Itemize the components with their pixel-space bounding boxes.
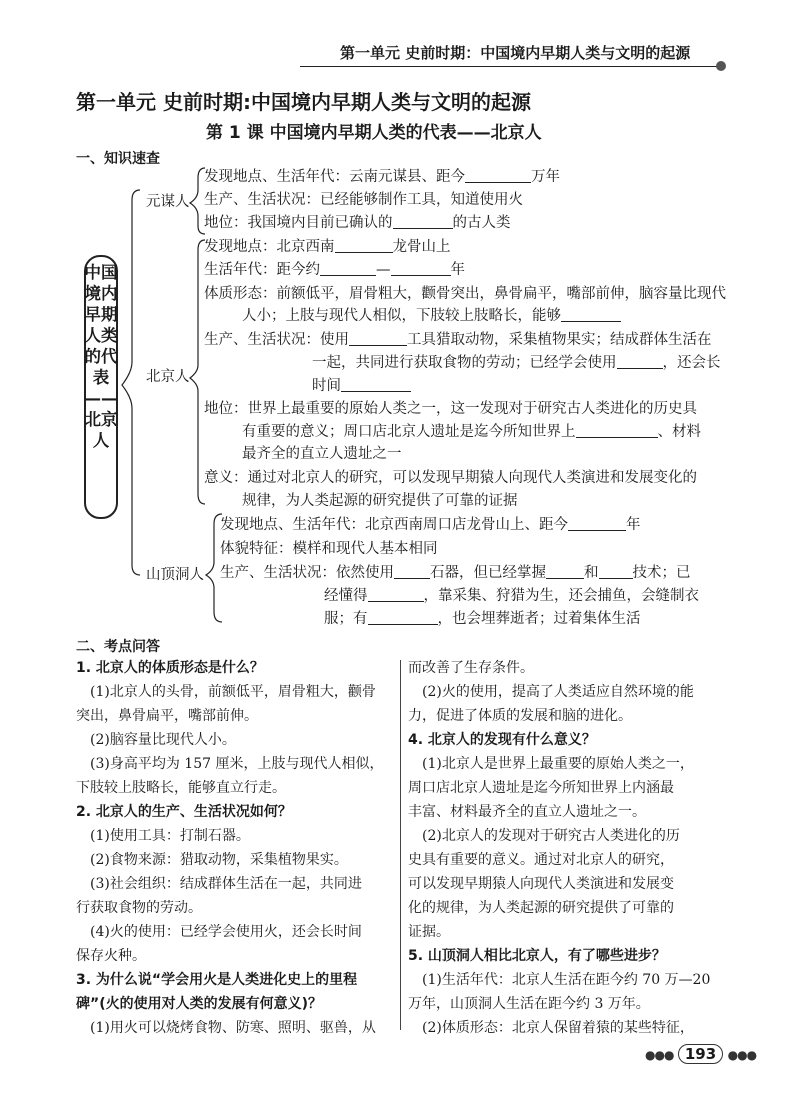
beijing-label: 北京人 (146, 369, 190, 385)
unit-title: 第一单元 史前时期:中国境内早期人类与文明的起源 (76, 90, 531, 114)
blank (368, 609, 438, 625)
blank (568, 515, 626, 531)
page-number-value: 193 (678, 1044, 723, 1064)
shanding-line-4: 经懂得 ，靠采集、狩猎为生，还会捕鱼，会缝制衣 (324, 588, 699, 604)
answer-paragraph: (1)北京人的头骨，前额低平，眉骨粗大，颧骨 (90, 684, 376, 700)
section-heading-qa: 二、考点问答 (76, 639, 160, 655)
answer-continuation: 力，促进了体质的发展和脑的进化。 (408, 708, 632, 724)
blank (368, 586, 424, 602)
question-heading: 1. 北京人的体质形态是什么？ (76, 660, 264, 676)
beijing-line-12: 规律，为人类起源的研究提供了可靠的证据 (242, 493, 518, 509)
answer-continuation: 下肢较上肢略长，能够直立行走。 (76, 780, 286, 796)
answer-continuation: 而改善了生存条件。 (408, 660, 534, 676)
blank (599, 563, 633, 579)
answer-paragraph: (3)身高平均为 157 厘米，上肢与现代人相似， (90, 756, 384, 772)
answer-paragraph: (1)使用工具：打制石器。 (90, 828, 250, 844)
beijing-line-6: 一起，共同进行获取食物的劳动；已经学会使用 ，还会长 (312, 355, 721, 371)
question-heading: 碑”(火的使用对人类的发展有何意义)？ (76, 996, 322, 1012)
page-number (645, 1044, 756, 1064)
beijing-line-8: 地位：世界上最重要的原始人类之一，这一发现对于研究古人类进化的历史具 (204, 401, 697, 417)
blank (393, 213, 453, 229)
yuanmou-bracket (190, 168, 205, 234)
blank (335, 237, 393, 253)
beijing-line-11: 意义：通过对北京人的研究，可以发现早期猿人向现代人类演进和发展变化的 (204, 470, 697, 486)
blank (465, 167, 531, 183)
yuanmou-label: 元谋人 (146, 194, 190, 210)
beijing-line-1: 发现地点：北京西南 龙骨山上 (204, 239, 451, 255)
answer-continuation: 可以发现早期猿人向现代人类演进和发展变 (408, 876, 674, 892)
answer-continuation: 保存火种。 (76, 948, 146, 964)
beijing-line-7: 时间 (312, 375, 411, 397)
answer-paragraph: (2)体质形态：北京人保留着猿的某些特征， (422, 1020, 694, 1036)
blank (394, 563, 430, 579)
answer-continuation: 史具有重要的意义。通过对北京人的研究， (408, 852, 674, 868)
answer-paragraph: (1)用火可以烧烤食物、防寒、照明、驱兽，从 (90, 1020, 376, 1036)
answer-paragraph: (4)火的使用：已经学会使用火，还会长时间 (90, 924, 362, 940)
beijing-line-9: 有重要的意义；周口店北京人遗址是迄今所知世界上 、材料 (242, 424, 701, 440)
blank (617, 353, 663, 369)
answer-continuation: 周口店北京人遗址是迄今所知世界上内涵最 (408, 780, 674, 796)
shanding-line-2: 体貌特征：模样和现代人基本相同 (220, 541, 438, 557)
running-head: 第一单元 史前时期：中国境内早期人类与文明的起源 (340, 44, 691, 62)
yuanmou-line-2: 生产、生活状况：已经能够制作工具，知道使用火 (204, 192, 523, 208)
blank (349, 330, 407, 346)
answer-continuation: 突出，鼻骨扁平，嘴部前伸。 (76, 708, 258, 724)
blank (561, 306, 621, 322)
lesson-title: 第 1 课 中国境内早期人类的代表——北京人 (206, 123, 542, 143)
yuanmou-line-1: 发现地点、生活年代：云南元谋县、距今 万年 (204, 169, 560, 185)
shanding-line-5: 服；有 ，也会埋葬逝者；过着集体生活 (324, 611, 641, 627)
section-heading-knowledge: 一、知识速查 (76, 151, 160, 167)
beijing-line-3: 体质形态：前额低平，眉骨粗大，颧骨突出，鼻骨扁平，嘴部前伸，脑容量比现代 (204, 286, 726, 302)
answer-paragraph: (1)生活年代：北京人生活在距今约 70 万—20 (422, 972, 711, 988)
blank (341, 376, 411, 392)
shanding-line-3: 生产、生活状况：依然使用 石器，但已经掌握 和 技术；已 (220, 565, 691, 581)
question-heading: 4. 北京人的发现有什么意义？ (408, 732, 596, 748)
answer-paragraph: (2)脑容量比现代人小。 (90, 732, 236, 748)
beijing-bracket (190, 240, 205, 504)
column-divider (400, 660, 401, 1030)
answer-paragraph: (2)食物来源：猎取动物，采集植物果实。 (90, 852, 348, 868)
answer-continuation: 证据。 (408, 924, 450, 940)
answer-paragraph: (1)北京人是世界上最重要的原始人类之一， (422, 756, 694, 772)
blank (320, 260, 376, 276)
blank (546, 563, 584, 579)
answer-continuation: 化的规律，为人类起源的研究提供了可靠的 (408, 900, 674, 916)
shanding-line-1: 发现地点、生活年代：北京西南周口店龙骨山上、距今 年 (220, 517, 641, 533)
beijing-line-10: 最齐全的直立人遗址之一 (242, 446, 402, 462)
answer-paragraph: (2)北京人的发现对于研究古人类进化的历 (422, 828, 680, 844)
shanding-label: 山顶洞人 (146, 567, 204, 583)
blank (576, 422, 658, 438)
qa-left-column (76, 656, 394, 1040)
answer-continuation: 行获取食物的劳动。 (76, 900, 202, 916)
question-heading: 3. 为什么说“学会用火是人类进化史上的里程 (76, 972, 358, 988)
qa-right-column (408, 656, 724, 1040)
dots-right-icon: ●●● (727, 1048, 757, 1062)
dots-left-icon: ●●● (645, 1048, 674, 1062)
root-label: 中国境内早期人类的代表——北京人 (84, 263, 118, 450)
beijing-line-4: 人小；上肢与现代人相似，下肢较上肢略长，能够 (242, 305, 621, 327)
yuanmou-line-3: 地位：我国境内目前已确认的 的古人类 (204, 215, 511, 231)
question-heading: 2. 北京人的生产、生活状况如何？ (76, 804, 292, 820)
blank (391, 260, 451, 276)
beijing-line-5: 生产、生活状况：使用 工具猎取动物，采集植物果实；结成群体生活在 (204, 332, 712, 348)
question-heading: 5. 山顶洞人相比北京人，有了哪些进步？ (408, 948, 666, 964)
answer-paragraph: (3)社会组织：结成群体生活在一起，共同进 (90, 876, 362, 892)
answer-continuation: 丰富、材料最齐全的直立人遗址之一。 (408, 804, 646, 820)
main-bracket (122, 190, 140, 575)
beijing-line-2: 生活年代：距今约 — 年 (204, 262, 465, 278)
answer-paragraph: (2)火的使用，提高了人类适应自然环境的能 (422, 684, 694, 700)
answer-continuation: 万年，山顶洞人生活在距今约 3 万年。 (408, 996, 650, 1012)
